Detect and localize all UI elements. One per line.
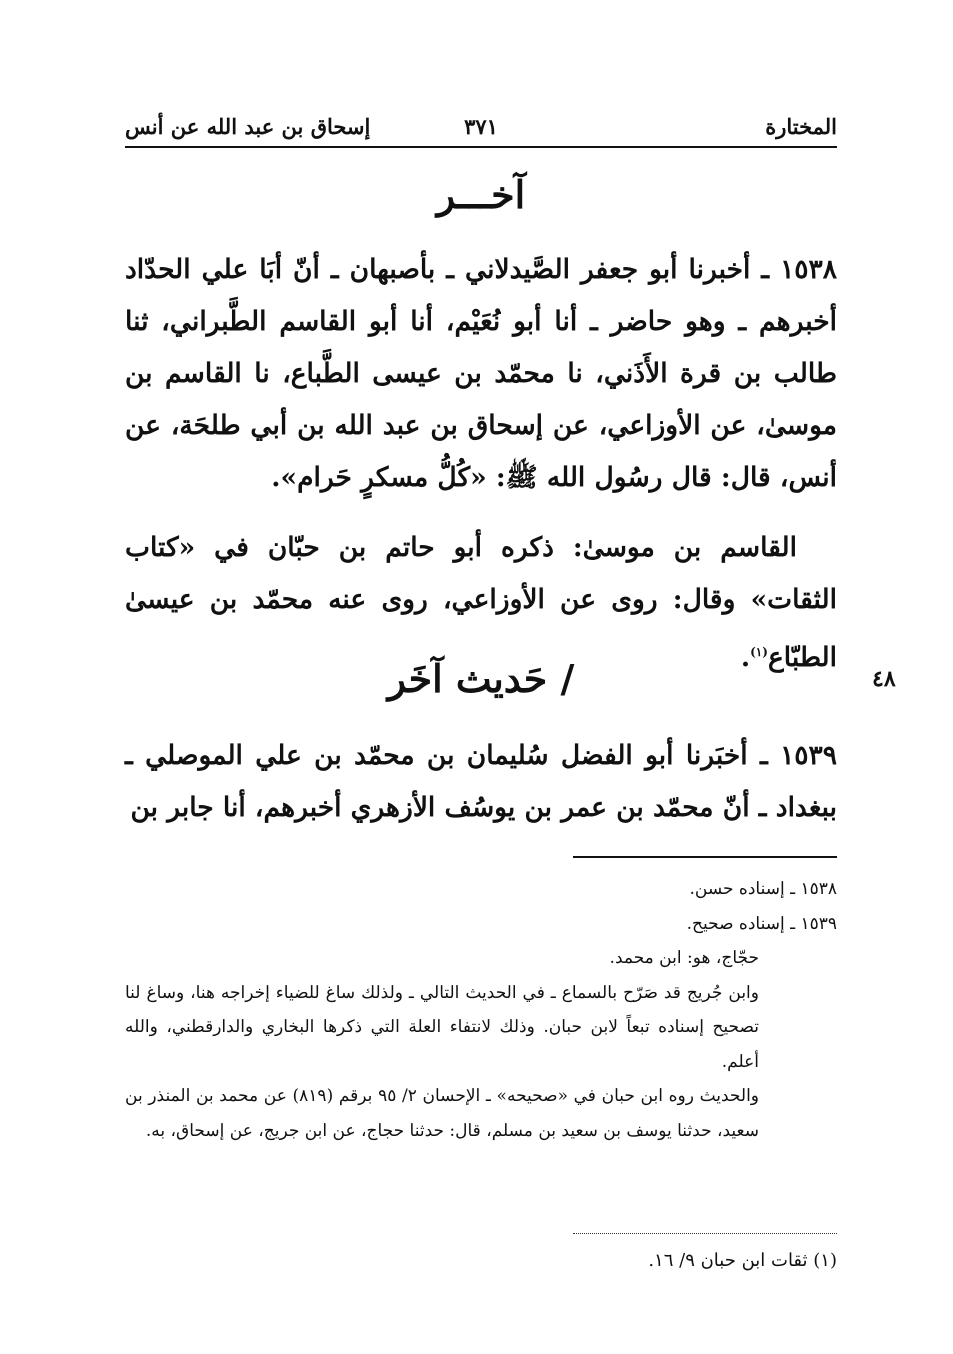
note-subline: حجّاج، هو: ابن محمد. xyxy=(609,948,759,968)
hadith-1538 xyxy=(125,244,837,504)
hadith-number: ١٥٣٨ xyxy=(780,254,837,285)
note-subline: والحديث روه ابن حبان في «صحيحه» ـ الإحسان ٢/ ٩٥ برقم (٨١٩) عن محمد بن المنذر بن سعيد، حدثنا يوسف بن سعيد بن مسلم، قال: حدثنا حجاج، عن ابن جريج، عن إسحاق، به. xyxy=(125,1086,760,1141)
note-line: ١٥٣٩ ـ إسناده صحيح. xyxy=(686,913,837,934)
page-number: ٣٧١ xyxy=(464,114,498,139)
comment-text: القاسم بن موسىٰ: ذكره أبو حاتم بن حبّان في «كتاب الثقات» وقال: روى عن الأوزاعي، روى عنه محمّد بن عيسىٰ الطبّاع xyxy=(125,532,837,673)
comment-end: . xyxy=(740,641,751,673)
section-heading-2: / حَديث آخَر xyxy=(387,656,575,701)
footnote-marker: (١) xyxy=(750,645,768,659)
notes-separator xyxy=(573,856,837,858)
manuscript-folio-number: ٤٨ xyxy=(872,666,896,692)
note-subline: وابن جُريج قد صَرّح بالسماع ـ في الحديث التالي ـ ولذلك ساغ للضياء إخراجه هنا، وساغ لنا تصحيح إسناده تبعاً لابن حبان. وذلك لانتفاء العلة التي ذكرها البخاري والدارقطني، والله أعلم. xyxy=(125,982,759,1072)
hadith-1539 xyxy=(125,730,837,834)
running-header xyxy=(125,108,837,148)
hadith-text: ـ أخبَرنا أبو الفضل سُليمان بن محمّد بن علي الموصلي ـ ببغداد ـ أنّ محمّد بن عمر بن يوسُف الأزهري أخبرهم، أنا جابر بن xyxy=(125,740,837,823)
chapter-title: إسحاق بن عبد الله عن أنس xyxy=(125,114,371,139)
hadith-number: ١٥٣٩ xyxy=(780,740,837,771)
hadith-text: ـ أخبرنا أبو جعفر الصَّيدلاني ـ بأصبهان ـ أنّ أبَا علي الحدّاد أخبرهم ـ وهو حاضر ـ أنا أبو نُعَيْم، أنا أبو القاسم الطَّبراني، ثنا طالب بن قرة الأَذَني، نا محمّد بن عيسى الطَّباع، نا القاسم بن موسىٰ، عن الأوزاعي، عن إسحاق بن عبد الله بن أبي طلحَة، عن أنس، قال: قال رسُول الله ﷺ: «كُلُّ مسكرٍ حَرام». xyxy=(125,254,837,493)
book-title: المختارة xyxy=(765,114,837,139)
section-heading-1: آخـــر xyxy=(436,172,526,217)
note-line: ١٥٣٨ ـ إسناده حسن. xyxy=(689,879,837,899)
footnote: (١) ثقات ابن حبان ٩/ ١٦. xyxy=(648,1250,837,1271)
footnote-separator xyxy=(573,1233,837,1234)
editor-notes xyxy=(125,872,837,1148)
